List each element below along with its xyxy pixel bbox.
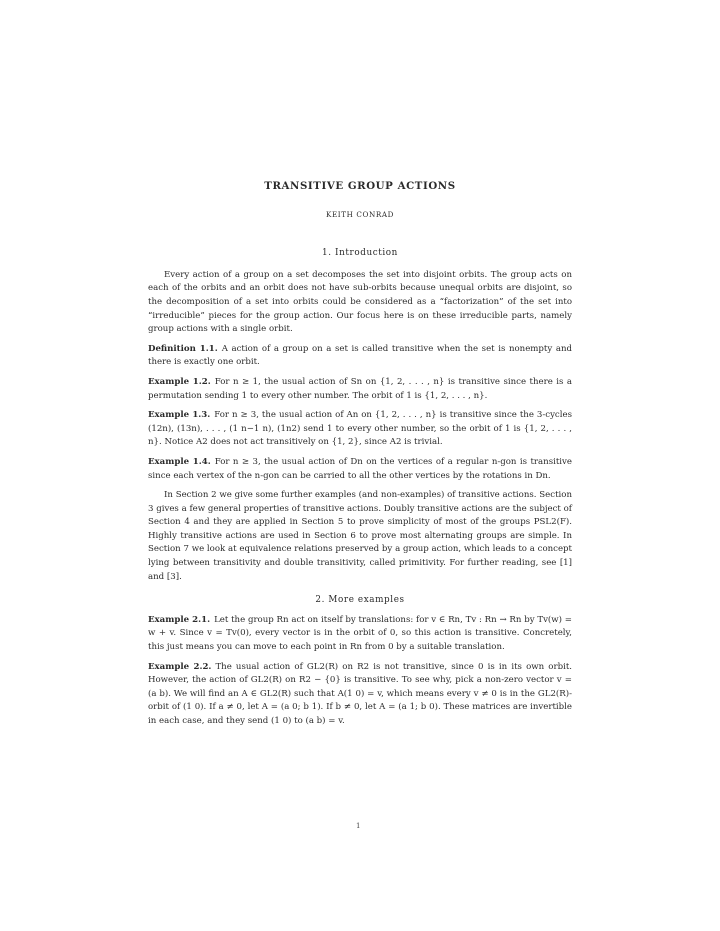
example-text: For n ≥ 3, the usual action of Dn on the vertices of a regular n-gon is transitive since each vertex of the n-gon can be carried to all the other vertices by the rotations in Dn. xyxy=(148,456,572,481)
section-heading-more-examples: 2. More examples xyxy=(315,595,405,606)
section-heading-introduction: 1. Introduction xyxy=(322,248,398,259)
example-heading: Example 2.2. xyxy=(148,661,212,672)
example-heading: Example 2.1. xyxy=(148,614,211,625)
example-text: For n ≥ 1, the usual action of Sn on {1, 2, . . . , n} is transitive since there is a permutation sending 1 to every other number. The orbit of 1 is {1, 2, . . . , n}. xyxy=(148,376,572,401)
intro-paragraph: Every action of a group on a set decomposes the set into disjoint orbits. The group acts on each of the orbits and an orbit does not have sub-orbits because unequal orbits are disjoint, so the decomposition of a set into orbits could be considered as a “factorization” of the set into “irreducible” pieces for the group action. Our focus here is on these irreducible parts, namely group actions with a single orbit. xyxy=(148,269,572,335)
example-1-4 xyxy=(148,456,572,483)
example-text: The usual action of GL2(R) on R2 is not transitive, since 0 is in its own orbit. However, the action of GL2(R) on R2 − {0} is transitive. To see why, pick a non-zero vector v = (a b). We will find an A ∈ GL2(R) such that A(1 0) = v, which means every v ≠ 0 is in the GL2(R)-orbit of (1 0). If a ≠ 0, let A = (a 0; b 1). If b ≠ 0, let A = (a 1; b 0). These matrices are invertible in each case, and they send (1 0) to (a b) = v. xyxy=(148,661,572,726)
paper-title: TRANSITIVE GROUP ACTIONS xyxy=(264,180,456,192)
example-heading: Example 1.2. xyxy=(148,376,211,387)
example-heading: Example 1.3. xyxy=(148,410,211,421)
definition-1-1 xyxy=(148,343,572,370)
section-overview-paragraph: In Section 2 we give some further examples (and non-examples) of transitive actions. Section 3 gives a few general properties of transitive actions. Doubly transitive actions are the subject of Section 4 and they are applied in Section 5 to prove simplicity of most of the groups PSL2(F). Highly transitive actions are used in Section 6 to prove most alternating groups are simple. In Section 7 we look at equivalence relations preserved by a group action, which leads to a concept lying between transitivity and double transitivity, called primitivity. For further reading, see [1] and [3]. xyxy=(148,490,572,582)
example-text: For n ≥ 3, the usual action of An on {1, 2, . . . , n} is transitive since the 3-cycles (12n), (13n), . . . , (1 n−1 n), (1n2) send 1 to every other number, so the orbit of 1 is {1, 2, . . . , n}. Notice A2 does not act transitively on {1, 2}, since A2 is trivial. xyxy=(148,410,572,448)
author-name: KEITH CONRAD xyxy=(325,209,395,219)
example-2-1 xyxy=(148,614,572,655)
page-number: 1 xyxy=(356,822,361,830)
example-text: Let the group Rn act on itself by translations: for v ∈ Rn, Tv : Rn → Rn by Tv(w) = w + v. Since v = Tv(0), every vector is in the orbit of 0, so this action is transitive. Concretely, this just means you can move to each point in Rn from 0 by a suitable translation. xyxy=(148,614,572,653)
example-heading: Example 1.4. xyxy=(148,456,211,467)
example-2-2 xyxy=(148,661,572,729)
definition-text: A action of a group on a set is called transitive when the set is nonempty and there is exactly one orbit. xyxy=(148,343,572,368)
example-1-3 xyxy=(148,409,572,450)
definition-heading: Definition 1.1. xyxy=(148,343,218,354)
example-1-2 xyxy=(148,376,572,403)
page-content xyxy=(148,178,572,729)
